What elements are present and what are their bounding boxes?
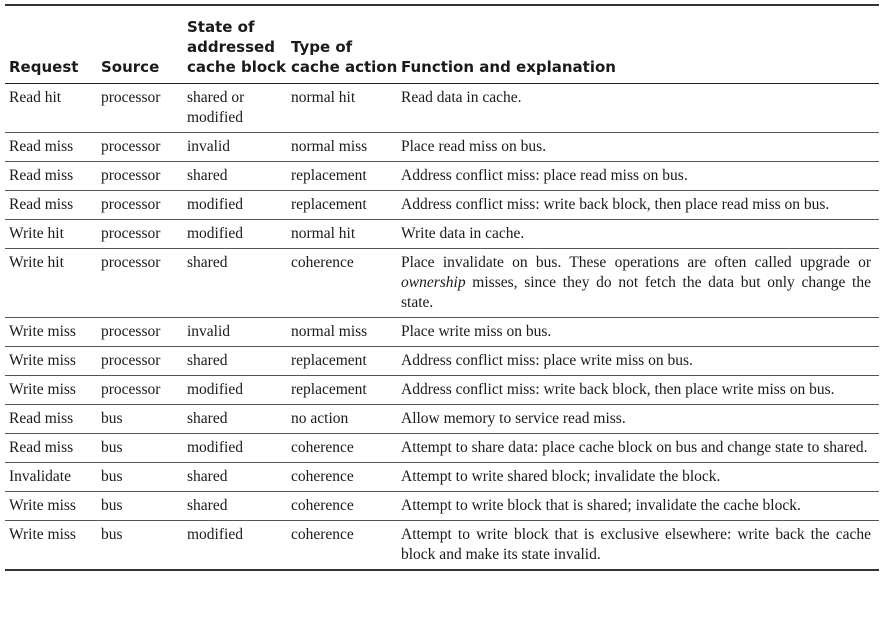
table-row	[5, 376, 879, 405]
cell-request: Read miss	[5, 133, 101, 162]
table-row	[5, 405, 879, 434]
cell-request: Write miss	[5, 376, 101, 405]
table-row	[5, 84, 879, 133]
cell-request: Read miss	[5, 162, 101, 191]
table-row	[5, 162, 879, 191]
cell-type: replacement	[291, 191, 401, 220]
cell-state: modified	[187, 526, 243, 543]
cell-state: shared	[187, 492, 291, 521]
cell-state: shared or modified	[187, 84, 291, 133]
function-text-pre: Place invalidate on bus. These operations are often called upgrade or	[401, 254, 871, 271]
cell-function: Attempt to write shared block; invalidate the block.	[401, 463, 879, 492]
cell-request: Write hit	[5, 220, 101, 249]
table-row	[5, 492, 879, 521]
cell-source: bus	[101, 526, 123, 543]
cell-function: Attempt to write block that is shared; invalidate the cache block.	[401, 492, 879, 521]
cell-source: processor	[101, 133, 187, 162]
cell-function: Allow memory to service read miss.	[401, 405, 879, 434]
cell-source: processor	[101, 84, 187, 133]
cell-type: normal miss	[291, 133, 401, 162]
cache-coherence-table	[5, 6, 879, 569]
cell-function: Attempt to write block that is exclusive elsewhere: write back the cache block and make its state invalid.	[401, 526, 871, 563]
table-bottom-rule	[5, 569, 879, 571]
cell-state: modified	[187, 434, 291, 463]
cell-type: normal hit	[291, 84, 401, 133]
cell-request: Write miss	[9, 526, 76, 543]
cell-type: coherence	[291, 463, 401, 492]
cell-request: Read hit	[5, 84, 101, 133]
cell-source: processor	[101, 220, 187, 249]
cell-function: Address conflict miss: write back block, then place write miss on bus.	[401, 376, 879, 405]
cell-source: bus	[101, 463, 187, 492]
cell-state: shared	[187, 347, 291, 376]
cell-function: Place write miss on bus.	[401, 318, 879, 347]
header-type: Type of cache action	[291, 6, 401, 84]
cell-request: Write miss	[5, 347, 101, 376]
cell-state: shared	[187, 162, 291, 191]
cell-state: shared	[187, 405, 291, 434]
cell-request: Read miss	[5, 405, 101, 434]
cell-type: normal hit	[291, 220, 401, 249]
cell-function	[401, 249, 879, 318]
cell-source: bus	[101, 405, 187, 434]
cell-source: processor	[101, 191, 187, 220]
table-row	[5, 318, 879, 347]
cell-source: processor	[101, 376, 187, 405]
cell-state: shared	[187, 463, 291, 492]
cell-source: processor	[101, 347, 187, 376]
cell-request: Read miss	[5, 434, 101, 463]
cell-state: modified	[187, 220, 291, 249]
cell-type: replacement	[291, 162, 401, 191]
cell-state: shared	[187, 249, 291, 318]
cell-type: replacement	[291, 376, 401, 405]
table-header-row	[5, 6, 879, 84]
cell-state: modified	[187, 376, 291, 405]
function-text-emphasis: ownership	[401, 274, 466, 291]
cell-request: Invalidate	[5, 463, 101, 492]
cell-source: bus	[101, 492, 187, 521]
cell-type: coherence	[291, 492, 401, 521]
cell-type: no action	[291, 405, 401, 434]
table-row	[5, 521, 879, 570]
table-row	[5, 133, 879, 162]
cell-request: Write miss	[5, 492, 101, 521]
header-function: Function and explanation	[401, 6, 879, 84]
table-row	[5, 220, 879, 249]
table-row	[5, 347, 879, 376]
coherence-table-container	[5, 4, 879, 571]
cell-request: Read miss	[5, 191, 101, 220]
table-row	[5, 434, 879, 463]
cell-function: Read data in cache.	[401, 84, 879, 133]
cell-type: replacement	[291, 347, 401, 376]
cell-function: Address conflict miss: place write miss on bus.	[401, 347, 879, 376]
cell-type: coherence	[291, 434, 401, 463]
cell-function: Address conflict miss: place read miss on bus.	[401, 162, 879, 191]
cell-source: processor	[101, 318, 187, 347]
cell-type: normal miss	[291, 318, 401, 347]
header-request: Request	[5, 6, 101, 84]
table-row	[5, 463, 879, 492]
header-state: State of addressed cache block	[187, 6, 291, 84]
table-row	[5, 191, 879, 220]
cell-state: invalid	[187, 318, 291, 347]
cell-state: modified	[187, 191, 291, 220]
cell-source: processor	[101, 162, 187, 191]
cell-request: Write hit	[5, 249, 101, 318]
function-text-post: misses, since they do not fetch the data but only change the state.	[401, 274, 871, 311]
cell-type: coherence	[291, 526, 354, 543]
cell-type: coherence	[291, 249, 401, 318]
cell-source: processor	[101, 249, 187, 318]
table-row	[5, 249, 879, 318]
cell-function: Write data in cache.	[401, 220, 879, 249]
cell-function: Address conflict miss: write back block, then place read miss on bus.	[401, 191, 879, 220]
cell-source: bus	[101, 434, 187, 463]
header-source: Source	[101, 6, 187, 84]
cell-request: Write miss	[5, 318, 101, 347]
cell-function: Attempt to share data: place cache block on bus and change state to shared.	[401, 434, 879, 463]
cell-state: invalid	[187, 133, 291, 162]
cell-function: Place read miss on bus.	[401, 133, 879, 162]
